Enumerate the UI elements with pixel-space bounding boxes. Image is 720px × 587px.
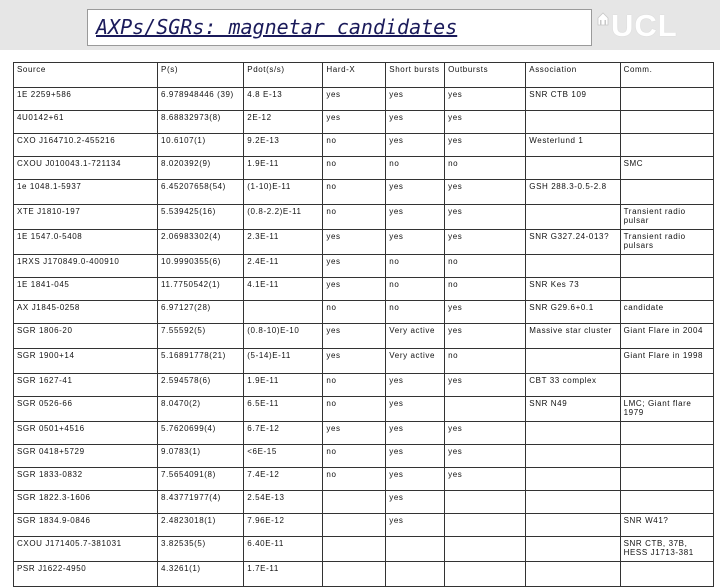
table-cell: SNR N49 [526,397,620,422]
table-cell: 7.55592(5) [158,324,244,349]
table-cell: SNR CTB, 37B, HESS J1713-381 [620,537,713,562]
table-cell: Giant Flare in 2004 [620,324,713,349]
table-cell [526,422,620,445]
table-cell: 4.1E-11 [244,278,323,301]
table-cell: CXOU J171405.7-381031 [14,537,158,562]
table-row [14,230,714,255]
title-box [87,9,592,46]
table-row [14,562,714,587]
table-cell: 9.2E-13 [244,134,323,157]
table-cell: no [323,445,386,468]
table-cell [526,491,620,514]
table-cell: no [323,157,386,180]
table-cell [445,491,526,514]
table-cell: no [323,374,386,397]
table-row [14,537,714,562]
table-cell: yes [386,111,445,134]
table-cell: yes [386,134,445,157]
table-cell: SGR 1822.3-1606 [14,491,158,514]
table-cell: (0.8-2.2)E-11 [244,205,323,230]
table-cell: 4.3261(1) [158,562,244,587]
table-cell: CXO J164710.2-455216 [14,134,158,157]
table-cell [620,88,713,111]
table-cell: no [323,301,386,324]
table-cell: 1E 2259+586 [14,88,158,111]
table-cell [620,134,713,157]
table-cell: 6.45207658(54) [158,180,244,205]
table-cell: CXOU J010043.1-721134 [14,157,158,180]
table-cell: 7.4E-12 [244,468,323,491]
table-cell: SGR 1833-0832 [14,468,158,491]
slide-header [0,0,720,50]
table-cell: yes [386,374,445,397]
table-cell [526,537,620,562]
table-cell: yes [323,230,386,255]
column-header: Short bursts [386,63,445,88]
table-cell [445,562,526,587]
table-cell: yes [323,88,386,111]
table-cell: yes [323,349,386,374]
table-cell: (5-14)E-11 [244,349,323,374]
table-cell: no [445,349,526,374]
table-cell [620,491,713,514]
table-cell: (0.8-10)E-10 [244,324,323,349]
table-cell [620,374,713,397]
table-cell [620,468,713,491]
table-cell: 2.594578(6) [158,374,244,397]
table-cell: 6.7E-12 [244,422,323,445]
table-cell: XTE J1810-197 [14,205,158,230]
table-cell: 2.06983302(4) [158,230,244,255]
table-cell [323,514,386,537]
table-cell: no [323,205,386,230]
table-cell: Giant Flare in 1998 [620,349,713,374]
table-cell: Very active [386,324,445,349]
table-cell: AX J1845-0258 [14,301,158,324]
table-cell: SGR 0526-66 [14,397,158,422]
table-cell: yes [445,422,526,445]
table-cell: yes [323,111,386,134]
table-cell: 6.97127(28) [158,301,244,324]
table-cell: yes [445,324,526,349]
table-cell: yes [386,180,445,205]
table-cell: 10.9990355(6) [158,255,244,278]
table-row [14,180,714,205]
table-cell: yes [445,180,526,205]
table-body [14,88,714,587]
table-cell: SNR G29.6+0.1 [526,301,620,324]
table-cell: 1E 1841-045 [14,278,158,301]
table-cell: LMC; Giant flare 1979 [620,397,713,422]
table-cell: SGR 0501+4516 [14,422,158,445]
table-row [14,111,714,134]
table-cell: 10.6107(1) [158,134,244,157]
table-cell: yes [386,491,445,514]
table-cell: 8.68832973(8) [158,111,244,134]
column-header: Source [14,63,158,88]
column-header: Hard-X [323,63,386,88]
table-cell: 7.96E-12 [244,514,323,537]
table-cell [620,255,713,278]
column-header: Comm. [620,63,713,88]
table-cell: SNR Kes 73 [526,278,620,301]
table-row [14,324,714,349]
table-cell: yes [445,205,526,230]
table-cell: no [386,255,445,278]
column-header: Association [526,63,620,88]
table-cell: SGR 1834.9-0846 [14,514,158,537]
table-cell: candidate [620,301,713,324]
table-cell [445,514,526,537]
table-cell: yes [386,88,445,111]
table-cell: yes [323,422,386,445]
ucl-logo [597,8,715,44]
table-cell: yes [386,468,445,491]
table-cell: 1.9E-11 [244,157,323,180]
table-cell: 1RXS J170849.0-400910 [14,255,158,278]
table-cell: 2.4823018(1) [158,514,244,537]
table-cell: Very active [386,349,445,374]
table-cell [620,180,713,205]
table-cell: Massive star cluster [526,324,620,349]
table-cell: no [323,468,386,491]
table-cell: yes [386,397,445,422]
table-cell: Westerlund 1 [526,134,620,157]
table-cell: no [323,134,386,157]
table-cell: no [386,301,445,324]
table-cell: 2.3E-11 [244,230,323,255]
table-row [14,88,714,111]
table-row [14,422,714,445]
table-cell: yes [386,445,445,468]
table-cell: CBT 33 complex [526,374,620,397]
table-row [14,255,714,278]
table-cell [526,111,620,134]
college-crest-icon [597,12,609,26]
table-row [14,374,714,397]
table-cell: Transient radio pulsar [620,205,713,230]
table-cell: <6E-15 [244,445,323,468]
column-header: Outbursts [445,63,526,88]
table-row [14,397,714,422]
table-cell: 6.5E-11 [244,397,323,422]
table-row [14,157,714,180]
table-cell [620,422,713,445]
logo-text: UCL [611,8,678,43]
table-cell [620,445,713,468]
table-cell: yes [445,301,526,324]
table-row [14,349,714,374]
table-cell [526,562,620,587]
table-cell: 5.16891778(21) [158,349,244,374]
table-cell: Transient radio pulsars [620,230,713,255]
table-row [14,301,714,324]
table-cell: SNR CTB 109 [526,88,620,111]
table-cell: 5.539425(16) [158,205,244,230]
table-cell: yes [386,230,445,255]
table-cell: yes [386,514,445,537]
table-cell [526,157,620,180]
table-cell [526,255,620,278]
table-cell [526,349,620,374]
table-row [14,491,714,514]
table-cell: 6.40E-11 [244,537,323,562]
table-cell [323,562,386,587]
table-cell: 1e 1048.1-5937 [14,180,158,205]
table-cell: no [323,397,386,422]
table-cell: yes [445,134,526,157]
table-cell: 5.7620699(4) [158,422,244,445]
table-cell: SGR 1900+14 [14,349,158,374]
table-cell [620,111,713,134]
table-cell: SGR 1627-41 [14,374,158,397]
table-cell: (1-10)E-11 [244,180,323,205]
table-cell [526,514,620,537]
table-cell [620,278,713,301]
table-cell [323,537,386,562]
table-cell: 1E 1547.0-5408 [14,230,158,255]
table-row [14,514,714,537]
header-row [14,63,714,88]
table-cell [526,205,620,230]
table-cell: no [445,157,526,180]
table-cell: yes [386,205,445,230]
table-cell: no [386,278,445,301]
table-cell: SGR 0418+5729 [14,445,158,468]
table-cell: 8.0470(2) [158,397,244,422]
table-cell [526,468,620,491]
table-cell: no [445,255,526,278]
table-row [14,445,714,468]
table-cell: 2.4E-11 [244,255,323,278]
table-cell: no [323,180,386,205]
table-cell: PSR J1622-4950 [14,562,158,587]
table-cell: yes [445,88,526,111]
column-header: Pdot(s/s) [244,63,323,88]
table-cell: yes [323,278,386,301]
table-cell: yes [445,374,526,397]
table-cell: 8.43771977(4) [158,491,244,514]
table-cell: 2.54E-13 [244,491,323,514]
table-cell: SGR 1806-20 [14,324,158,349]
table-cell: 2E-12 [244,111,323,134]
magnetar-table [13,62,714,587]
table-cell [386,537,445,562]
table-cell [386,562,445,587]
table-cell: 1.7E-11 [244,562,323,587]
table-cell: yes [445,468,526,491]
table-cell: 3.82535(5) [158,537,244,562]
table-row [14,468,714,491]
table-cell: no [445,278,526,301]
table-cell: yes [445,445,526,468]
table-cell: 8.020392(9) [158,157,244,180]
table-cell: 7.5654091(8) [158,468,244,491]
table-cell [620,562,713,587]
table-cell: GSH 288.3-0.5-2.8 [526,180,620,205]
table-cell [323,491,386,514]
table-cell: 9.0783(1) [158,445,244,468]
table-cell: SNR W41? [620,514,713,537]
table-cell [244,301,323,324]
table-cell [526,445,620,468]
column-header: P(s) [158,63,244,88]
table-row [14,205,714,230]
table-row [14,278,714,301]
table-cell [445,397,526,422]
table-cell: yes [445,111,526,134]
table-cell: 1.9E-11 [244,374,323,397]
table-cell: 4U0142+61 [14,111,158,134]
table-cell: yes [323,324,386,349]
table-cell: yes [445,230,526,255]
table-cell: no [386,157,445,180]
table-cell: 6.978948446 (39) [158,88,244,111]
table-row [14,134,714,157]
slide-title: AXPs/SGRs: magnetar candidates [96,15,458,39]
table-cell: SNR G327.24-013? [526,230,620,255]
table-cell: yes [386,422,445,445]
table-cell: yes [323,255,386,278]
table-cell: 11.7750542(1) [158,278,244,301]
table-cell: SMC [620,157,713,180]
table-cell: 4.8 E-13 [244,88,323,111]
table-cell [445,537,526,562]
